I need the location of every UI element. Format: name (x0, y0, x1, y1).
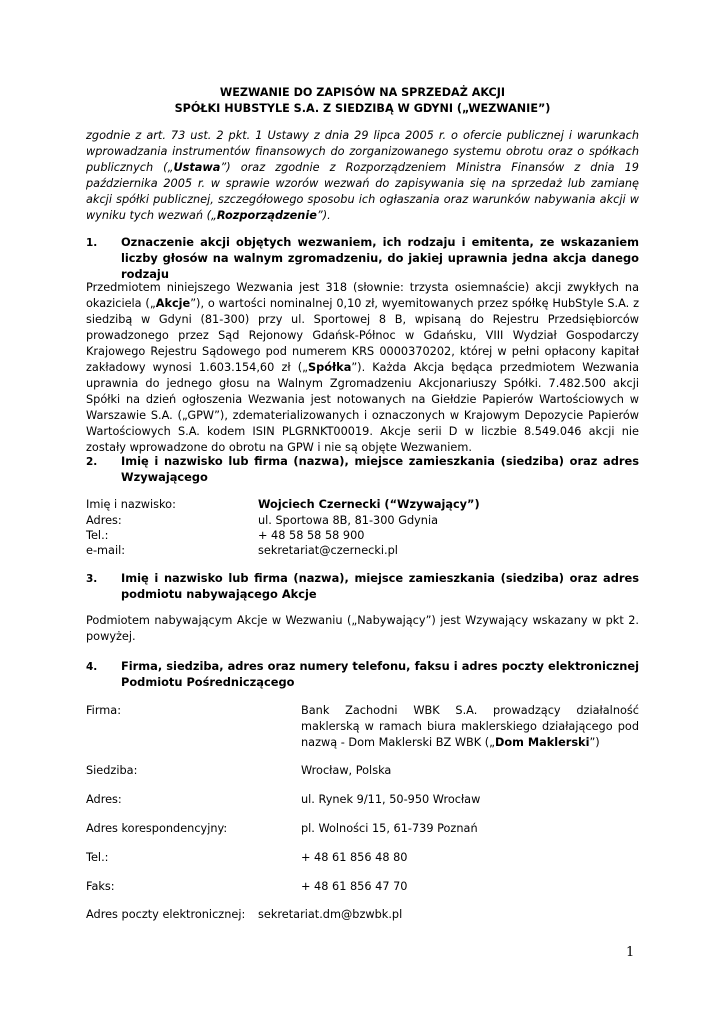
firma-value (301, 703, 639, 751)
email-label: Adres poczty elektronicznej: (86, 908, 246, 921)
intro-paragraph (86, 128, 639, 224)
page-number: 1 (626, 945, 635, 960)
faks-value: + 48 61 856 47 70 (301, 880, 408, 893)
tel-value: + 48 61 856 48 80 (301, 851, 408, 864)
section-4-number: 4. (86, 661, 98, 673)
firma-dom-maklerski: Dom Maklerski (495, 736, 590, 749)
adres-koresp-label: Adres korespondencyjny: (86, 822, 228, 835)
wzywajacy-tel-value: + 48 58 58 58 900 (258, 529, 365, 542)
wzywajacy-name-label: Imię i nazwisko: (86, 498, 176, 511)
section-1-akcje: Akcje (155, 297, 191, 310)
intro-text-2: ”) oraz zgodnie z Rozporządzeniem Ministra Finansów z dnia 19 października 2005 r. w sprawie wzorów wezwań do zapisywania się na sprzedaż lub zamianę akcji spółki publicznej, szczegółowego sposobu ich ogłaszania oraz warunków nabywania akcji w wyniku tych wezwań („ (86, 161, 639, 222)
intro-rozporzadzenie: Rozporządzenie (216, 209, 317, 222)
section-1-text-c: ”). Każda Akcja będąca przedmiotem Wezwania uprawnia do jednego głosu na Walnym Zgromadzeniu Akcjonariuszy Spółki. 7.482.500 akcji Spółki na dzień ogłoszenia Wezwania jest notowanych na Giełdzie Papierów Wartościowych w Warszawie S.A. („GPW”), zdematerializowanych i oznaczonych w Krajowym Depozycie Papierów Wartościowych S.A. kodem ISIN PLGRNKT00019. Akcje serii D w liczbie 8.549.046 akcji nie zostały wprowadzone do obrotu na GPW i nie są objęte Wezwaniem. (86, 361, 640, 454)
siedziba-value: Wrocław, Polska (301, 764, 392, 777)
wzywajacy-name-value: Wojciech Czernecki (“Wzywający”) (258, 498, 480, 511)
section-2-heading: Imię i nazwisko lub firma (nazwa), miejsce zamieszkania (siedziba) oraz adres Wzywającego (121, 454, 639, 484)
wzywajacy-address-label: Adres: (86, 514, 122, 527)
title-line-2: SPÓŁKI HUBSTYLE S.A. Z SIEDZIBĄ W GDYNI („WEZWANIE”) (174, 102, 551, 115)
section-2-number: 2. (86, 456, 98, 468)
firma-end: ”) (589, 736, 600, 749)
section-1-spolka: Spółka (308, 361, 352, 374)
faks-label: Faks: (86, 880, 115, 893)
section-1-text-a: Przedmiotem niniejszego Wezwania jest 318 (słownie: trzysta osiemnaście) akcji zwykłych na okaziciela („ (86, 281, 639, 310)
section-1-text-b: ”), o wartości nominalnej 0,10 zł, wyemitowanych przez spółkę HubStyle S.A. z siedzibą w Gdyni (81-300) przy ul. Sportowej 8 B, wpisaną do Rejestru Przedsiębiorców prowadzonego przez Sąd Rejonowy Gdańsk-Północ w Gdańsku, VIII Wydział Gospodarczy Krajowego Rejestru Sądowego pod numerem KRS 0000370202, której w pełni opłacony kapitał zakładowy wynosi 1.603.154,60 zł („ (86, 297, 639, 374)
section-1-heading: Oznaczenie akcji objętych wezwaniem, ich rodzaju i emitenta, ze wskazaniem liczby głosów na walnym zgromadzeniu, do jakiej uprawnia jedna akcja danego rodzaju (121, 235, 639, 281)
firma-label: Firma: (86, 704, 121, 717)
section-4-heading: Firma, siedziba, adres oraz numery telefonu, faksu i adres poczty elektronicznej Podmiotu Pośredniczącego (121, 659, 639, 689)
intro-ustawa: Ustawa (173, 161, 221, 174)
email-value[interactable]: sekretariat.dm@bzwbk.pl (258, 908, 403, 921)
wzywajacy-address-value: ul. Sportowa 8B, 81-300 Gdynia (258, 514, 439, 527)
section-3-paragraph: Podmiotem nabywającym Akcje w Wezwaniu („Nabywający”) jest Wzywający wskazany w pkt 2. powyżej. (86, 614, 639, 643)
section-1-paragraph (86, 280, 639, 456)
adres-koresp-value: pl. Wolności 15, 61-739 Poznań (301, 822, 478, 835)
title-line-1: WEZWANIE DO ZAPISÓW NA SPRZEDAŻ AKCJI (219, 86, 506, 99)
wzywajacy-tel-label: Tel.: (86, 529, 109, 542)
siedziba-label: Siedziba: (86, 764, 138, 777)
section-3-number: 3. (86, 573, 98, 585)
wzywajacy-email-label: e-mail: (86, 544, 126, 557)
intro-text-3: ”). (316, 209, 331, 222)
adres-label: Adres: (86, 793, 122, 806)
adres-value: ul. Rynek 9/11, 50-950 Wrocław (301, 793, 481, 806)
intro-text-1: zgodnie z art. 73 ust. 2 pkt. 1 Ustawy z dnia 29 lipca 2005 r. o ofercie publicznej i warunkach wprowadzania instrumentów finansowych do zorganizowanego systemu obrotu oraz o spółkach publicznych („ (86, 129, 639, 174)
firma-text: Bank Zachodni WBK S.A. prowadzący działalność maklerską w ramach biura maklerskiego działającego pod nazwą - Dom Maklerski BZ WBK („ (301, 704, 639, 749)
section-3-heading: Imię i nazwisko lub firma (nazwa), miejsce zamieszkania (siedziba) oraz adres podmiotu nabywającego Akcje (121, 571, 639, 601)
wzywajacy-email-value[interactable]: sekretariat@czernecki.pl (258, 544, 398, 557)
section-1-number: 1. (86, 237, 98, 249)
tel-label: Tel.: (86, 851, 109, 864)
